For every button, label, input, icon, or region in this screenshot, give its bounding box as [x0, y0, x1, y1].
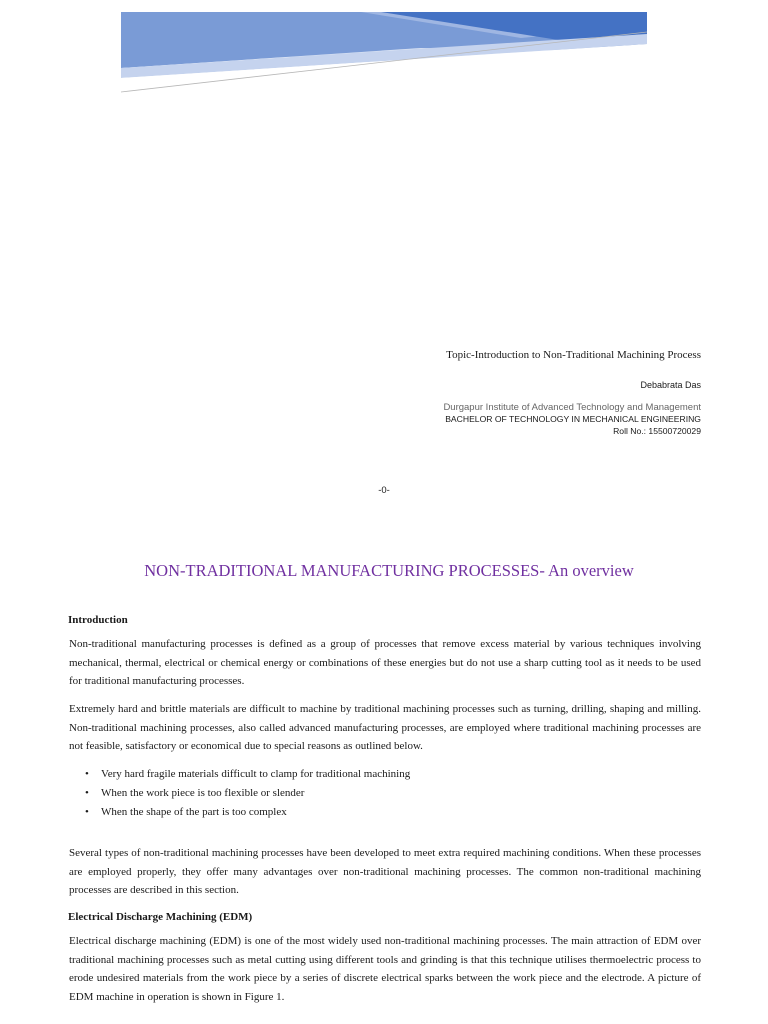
reasons-bullet-list	[69, 765, 410, 821]
processes-overview-paragraph: Several types of non-traditional machining processes have been developed to meet extra required machining conditions. When these processes are employed properly, they offer many advantages over non-traditional machining processes. The common non-traditional machining processes are described in this section.	[69, 847, 701, 897]
cover-institute: Durgapur Institute of Advanced Technology and Management	[443, 402, 701, 413]
cover-topic: Topic-Introduction to Non-Traditional Machining Process	[446, 349, 701, 361]
introduction-paragraph-2: Extremely hard and brittle materials are difficult to machine by traditional machining processes such as turning, drilling, shaping and milling. Non-traditional machining processes, also called advanced manufacturing processes, are employed where traditional machining processes are not feasible, satisfactory or economical due to special reasons as outlined below.	[69, 703, 701, 753]
introduction-paragraph-1: Non-traditional manufacturing processes is defined as a group of processes that remove excess material by various techniques involving mechanical, thermal, electrical or chemical energy or combinations of these energies but do not use a sharp cutting tool as it needs to be used for traditional manufacturing processes.	[69, 638, 701, 688]
introduction-heading: Introduction	[68, 614, 128, 626]
list-item	[69, 784, 410, 803]
cover-degree: BACHELOR OF TECHNOLOGY IN MECHANICAL ENGINEERING	[445, 414, 701, 424]
cover-author: Debabrata Das	[640, 380, 701, 390]
list-item-text: Very hard fragile materials difficult to clamp for traditional machining	[101, 768, 411, 780]
list-item	[69, 765, 410, 784]
cover-roll-number: Roll No.: 15500720029	[613, 426, 701, 436]
edm-paragraph: Electrical discharge machining (EDM) is one of the most widely used non-traditional machining processes. The main attraction of EDM over traditional machining processes such as metal cutting using different tools and grinding is that this technique utilises thermoelectric process to erode undesired materials from the work piece by a series of discrete electrical sparks between the work piece and the electrode. A picture of EDM machine in operation is shown in Figure 1.	[69, 935, 701, 1003]
header-banner	[121, 12, 647, 96]
list-item-text: When the shape of the part is too complex	[101, 805, 287, 818]
bullet-icon: •	[85, 805, 89, 818]
document-title: NON-TRADITIONAL MANUFACTURING PROCESSES- An overview	[144, 561, 634, 580]
bullet-icon: •	[85, 768, 89, 780]
list-item	[69, 803, 410, 822]
page-number: -0-	[378, 485, 390, 496]
list-item-text: When the work piece is too flexible or slender	[101, 786, 305, 799]
edm-heading: Electrical Discharge Machining (EDM)	[68, 911, 253, 923]
bullet-icon: •	[85, 786, 89, 799]
